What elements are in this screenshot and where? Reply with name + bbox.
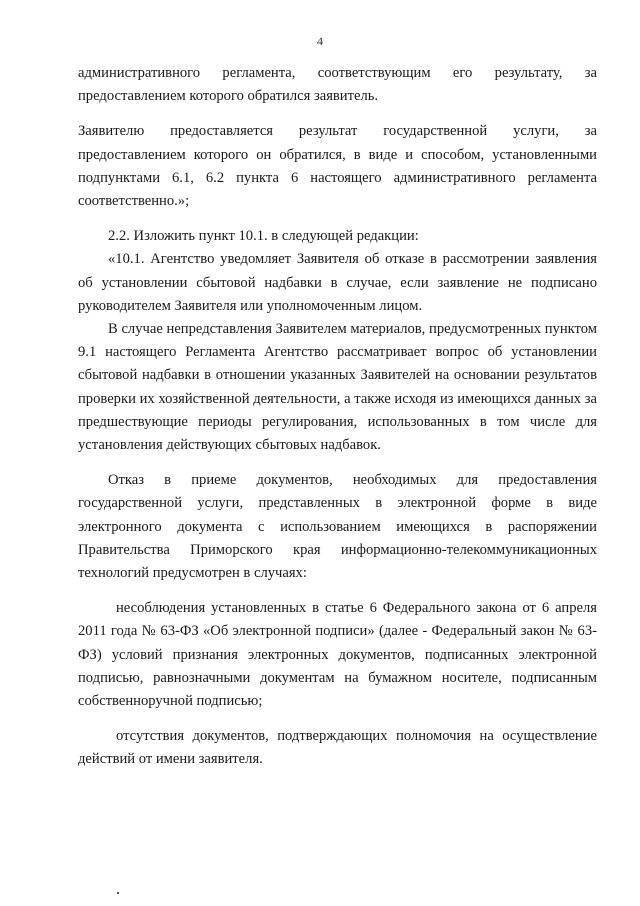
paragraph-regulation-result: административного регламента, соответствующим его результату, за предоставлением которого обратился заявитель. (78, 65, 597, 105)
page-number: 4 (317, 34, 323, 48)
scan-speck (117, 892, 119, 894)
paragraph-no-materials: В случае непредставления Заявителем материалов, предусмотренных пунктом 9.1 настоящего Регламента Агентство рассматривает вопрос об установлении сбытовой надбавки в отношении указанных Заявителей на основании результатов проверки их хозяйственной деятельности, а также исходя из имеющихся данных за предшествующие периоды регулирования, использованных в том числе для установления действующих сбытовых надбавок. (78, 321, 597, 454)
paragraph-clause-10-1: «10.1. Агентство уведомляет Заявителя об отказе в рассмотрении заявления об установлении сбытовой надбавки в случае, если заявление не подписано руководителем Заявителя или уполномоченным лицом. (78, 251, 597, 314)
paragraph-applicant-result: Заявителю предоставляется результат государственной услуги, за предоставлением которого он обратился, в виде и способом, установленными подпунктами 6.1, 6.2 пункта 6 настоящего административного регламента соответственно.»; (78, 123, 597, 210)
paragraph-signature-noncompliance: несоблюдения установленных в статье 6 Федерального закона от 6 апреля 2011 года № 63-ФЗ «Об электронной подписи» (далее - Федеральный закон № 63-ФЗ) условий признания электронных документов, подписанных электронной подписью, равнозначными документам на бумажном носителе, подписанным собственноручной подписью; (78, 600, 597, 710)
document-body (78, 62, 597, 772)
paragraph-amendment-2-2: 2.2. Изложить пункт 10.1. в следующей редакции: (108, 228, 419, 245)
paragraph-refusal-cases: Отказ в приеме документов, необходимых для предоставления государственной услуги, представленных в электронной форме в виде электронного документа с использованием имеющихся в распоряжении Правительства Приморского края информационно-телекоммуникационных технологий предусмотрен в случаях: (78, 472, 597, 582)
paragraph-missing-authority: отсутствия документов, подтверждающих полномочия на осуществление действий от имени заявителя. (78, 728, 597, 768)
